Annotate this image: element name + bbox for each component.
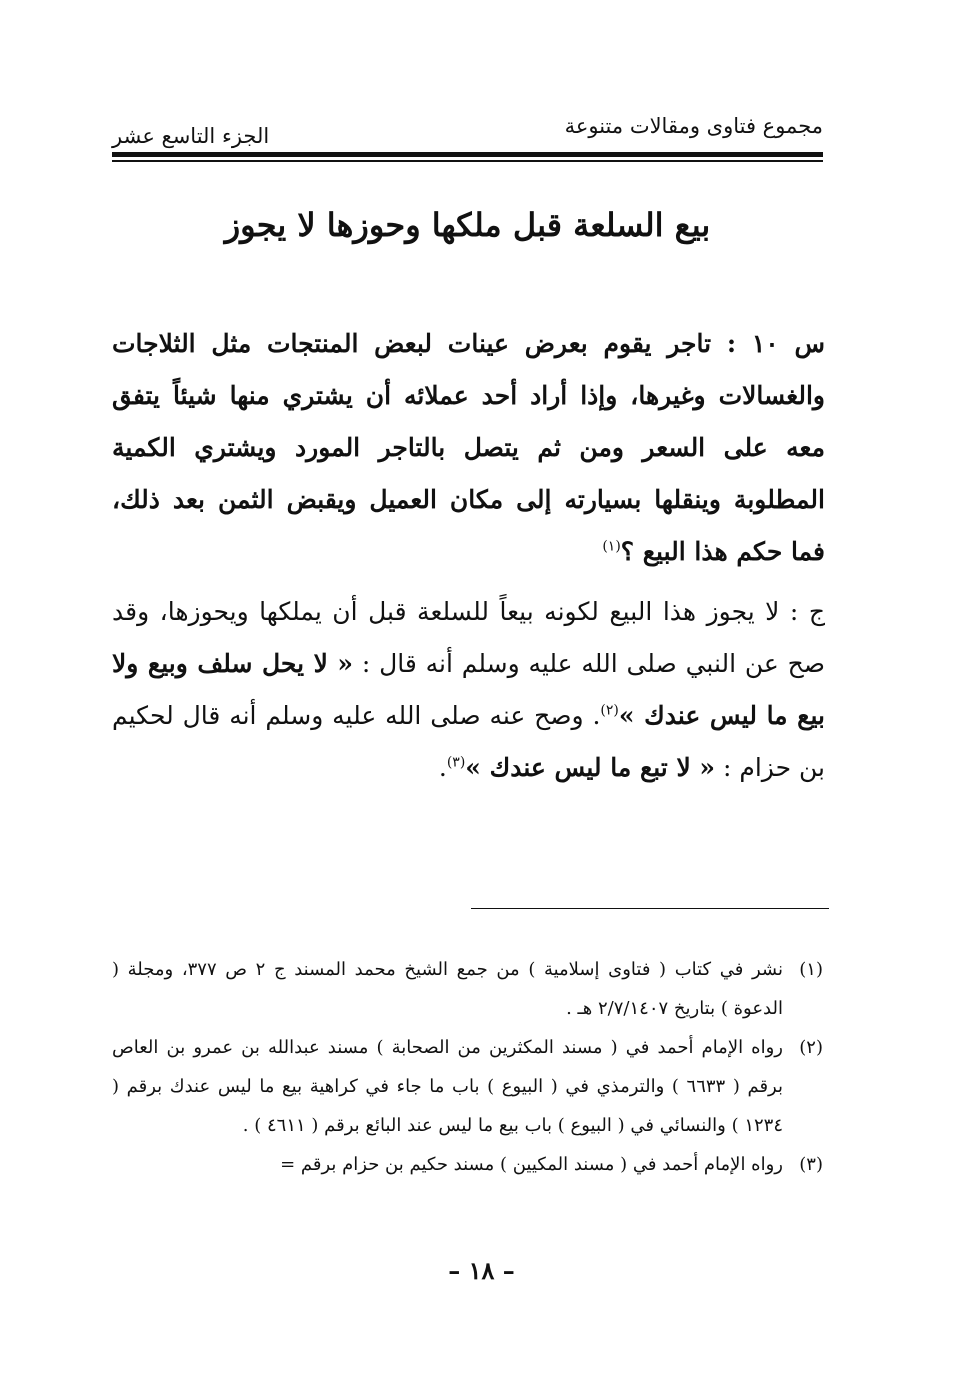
footnote-number: (٢) <box>799 1037 823 1058</box>
footnote-item <box>112 1028 823 1145</box>
running-header <box>112 108 823 148</box>
footnote-ref-3: (٣) <box>446 754 466 771</box>
footnote-text: رواه الإمام أحمد في ( مسند المكيين ) مسند حكيم بن حزام برقم = <box>280 1154 783 1175</box>
footnote-number: (٣) <box>799 1154 823 1175</box>
answer-middle: . وصح عنه صلى الله عليه وسلم أنه قال لحكيم بن حزام : <box>112 701 825 782</box>
answer-end: . <box>438 753 447 782</box>
header-rule-thick <box>112 152 823 157</box>
answer-paragraph <box>112 586 825 794</box>
footnote-ref-1: (١) <box>602 538 621 555</box>
hadith-quote-1: « لا يحل سلف وبيع ولا بيع ما ليس عندك » <box>112 649 825 730</box>
question-paragraph <box>112 318 825 578</box>
footnote-ref-2: (٢) <box>600 702 619 719</box>
article-body <box>112 318 825 794</box>
footnotes <box>112 950 823 1184</box>
footnote-text: رواه الإمام أحمد في ( مسند المكثرين من الصحابة ) مسند عبدالله بن عمرو بن العاص برقم ( ٦٦٣٣ ) والترمذي في ( البيوع ) باب ما جاء في كراهية بيع ما ليس عندك برقم ( ١٢٣٤ ) والنسائي في ( البيوع ) باب بيع ما ليس عند البائع برقم ( ٤٦١١ ) . <box>112 1037 783 1136</box>
question-text: س ١٠ : تاجر يقوم بعرض عينات لبعض المنتجات مثل الثلاجات والغسالات وغيرها، وإذا أراد أحد عملائه أن يشتري منها شيئاً يتفق معه على السعر ومن ثم يتصل بالتاجر المورد ويشتري الكمية المطلوبة وينقلها بسيارته إلى مكان العميل ويقبض الثمن بعد ذلك، فما حكم هذا البيع ؟ <box>112 329 825 566</box>
hadith-quote-2: « لا تبع ما ليس عندك » <box>465 753 716 782</box>
footnote-separator <box>471 908 829 909</box>
footnote-text: نشر في كتاب ( فتاوى إسلامية ) من جمع الشيخ محمد المسند ج ٢ ص ٣٧٧، ومجلة ( الدعوة ) بتاريخ ٢/٧/١٤٠٧ هـ . <box>112 959 783 1019</box>
footnote-item <box>112 950 823 1028</box>
book-title: مجموع فتاوى ومقالات متنوعة <box>564 114 823 138</box>
answer-intro: ج : لا يجوز هذا البيع لكونه بيعاً للسلعة قبل أن يملكها ويحوزها، وقد صح عن النبي صلى الله عليه وسلم أنه قال : <box>112 597 825 678</box>
article-title: بيع السلعة قبل ملكها وحوزها لا يجوز <box>224 206 711 244</box>
header-rule-thin <box>112 160 823 162</box>
footnote-item <box>112 1145 823 1184</box>
volume-label: الجزء التاسع عشر <box>112 124 270 148</box>
page-number: – ١٨ – <box>448 1256 515 1285</box>
footnote-number: (١) <box>799 959 823 980</box>
